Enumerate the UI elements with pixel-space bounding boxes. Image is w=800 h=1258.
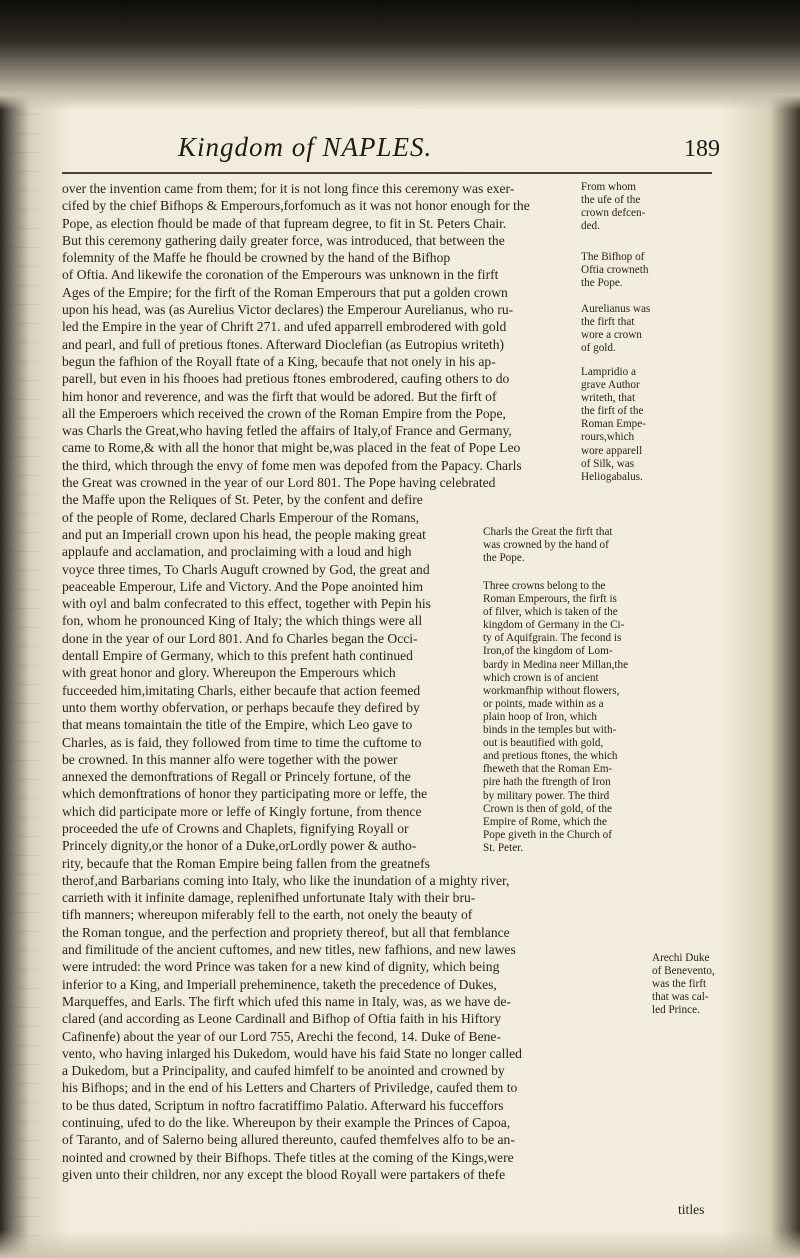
- side-note-line: Aurelianus was: [581, 303, 651, 315]
- side-note-line: wore a crown: [581, 329, 642, 342]
- text-line: of Oftia. And likewife the coronation of the Emperours was unknown in the firft: [62, 267, 499, 283]
- text-line: that means tomaintain the title of the Empire, which Leo gave to: [62, 717, 413, 733]
- side-note-three-crowns: [483, 580, 723, 855]
- text-line: dentall Empire of Germany, which to this prefent hath continued: [62, 648, 413, 664]
- text-line: and fimilitude of the ancient cuftomes, and new titles, new fafhions, and new lawes: [62, 942, 516, 958]
- text-line: Charles, as is faid, they followed from time to time the cuftome to: [62, 734, 422, 750]
- side-note-line: Roman Emperours, the firft is: [483, 593, 617, 606]
- text-line: therof,and Barbarians coming into Italy, who like the inundation of a mighty river,: [62, 872, 510, 888]
- page-number: 189: [684, 136, 720, 162]
- side-note-charls-crowned: [483, 526, 723, 565]
- text-line: was Charls the Great,who having fetled the affairs of Italy,of France and Germany,: [62, 423, 512, 439]
- side-note-line: crown defcen-: [581, 207, 646, 220]
- side-note-line: Charls the Great the firft that: [483, 526, 613, 538]
- text-line: of the people of Rome, declared Charls Emperour of the Romans,: [62, 509, 420, 525]
- side-note-line: The Bifhop of: [581, 251, 645, 263]
- text-line: inferior to a King, and Imperiall preheminence, taketh the precedence of Dukes,: [62, 976, 497, 992]
- text-line: folemnity of the Maffe he fhould be crowned by the hand of the Bifhop: [62, 250, 451, 266]
- side-note-line: of Benevento,: [652, 965, 715, 978]
- side-note-line: of filver, which is taken of the: [483, 606, 618, 619]
- side-note-aurelianus: [581, 303, 721, 355]
- side-note-line: Roman Empe-: [581, 418, 646, 431]
- text-line: peaceable Emperour, Life and Victory. And the Pope anointed him: [62, 578, 424, 594]
- text-line: the Great was crowned in the year of our Lord 801. The Pope having celebrated: [62, 475, 496, 491]
- side-note-line: Crown is then of gold, of the: [483, 802, 612, 815]
- side-note-line: ded.: [581, 220, 600, 233]
- side-note-line: wore apparell: [581, 444, 643, 457]
- side-note-line: grave Author: [581, 379, 640, 392]
- side-note-line: Heliogabalus.: [581, 470, 643, 483]
- side-note-line: pire hath the ftrength of Iron: [483, 776, 611, 789]
- side-note-line: writeth, that: [581, 392, 636, 405]
- text-line: proceeded the ufe of Crowns and Chaplets, fignifying Royall or: [62, 820, 409, 836]
- side-note-line: Iron,of the kingdom of Lom-: [483, 645, 613, 658]
- text-line: all the Emperoers which received the crown of the Roman Empire from the Pope,: [62, 405, 506, 421]
- side-note-line: the ufe of the: [581, 194, 641, 207]
- running-title: Kingdom of NAPLES.: [178, 132, 433, 162]
- text-line: Marqueffes, and Earls. The firft which ufed this name in Italy, was, as we have de-: [62, 993, 511, 1009]
- side-note-line: by military power. The third: [483, 789, 610, 802]
- scan-top-shadow: [0, 0, 800, 110]
- text-line: of Taranto, and of Salerno being allured thereunto, caufed themfelves alfo to be an-: [62, 1132, 515, 1148]
- side-note-line: St. Peter.: [483, 841, 524, 854]
- side-note-line: Three crowns belong to the: [483, 580, 606, 592]
- text-line: which did participate more or leffe of Kingly fortune, from thence: [62, 803, 422, 819]
- text-line: to be thus dated, Scriptum in noftro facratiffimo Palatio. Afterward his fucceffors: [62, 1097, 504, 1113]
- text-line: given unto their children, nor any except the blood Royall were partakers of thefe: [62, 1166, 506, 1182]
- side-note-line: plain hoop of Iron, which: [483, 710, 598, 723]
- side-note-line: and pretious ftones, the which: [483, 750, 618, 763]
- side-note-line: that was cal-: [652, 991, 709, 1004]
- text-line: led the Empire in the year of Chrift 271. and ufed apparrell embrodered with gold: [62, 319, 507, 335]
- text-line: clared (and according as Leone Cardinall and Bifhop of Oftia faith in his Hiftory: [62, 1011, 502, 1027]
- text-line: which demonftrations of honor they participating more or leffe, the: [62, 786, 428, 802]
- text-line: carrieth with it infinite damage, replenifhed unfortunate Italy with their bru-: [62, 890, 476, 906]
- text-line: done in the year of our Lord 801. And fo Charles began the Occi-: [62, 630, 418, 646]
- side-note-line: Empire of Rome, which the: [483, 815, 607, 828]
- text-line: rity, becaufe that the Roman Empire being fallen from the greatnefs: [62, 855, 430, 871]
- side-note-line: From whom: [581, 181, 637, 193]
- text-line: applaufe and acclamation, and proclaiming with a loud and high: [62, 544, 412, 560]
- text-line: cifed by the chief Bifhops & Emperours,forfomuch as it was not honor enough for the: [62, 198, 530, 214]
- side-note-line: of gold.: [581, 342, 616, 355]
- side-note-line: the firft of the: [581, 405, 644, 418]
- scan-bottom-shadow: [0, 1230, 800, 1258]
- text-line: were intruded: the word Prince was taken for a new kind of dignity, which being: [62, 959, 500, 975]
- text-line: annexed the demonftrations of Regall or Princely fortune, of the: [62, 769, 411, 785]
- side-note-line: rours,which: [581, 431, 635, 444]
- side-note-line: led Prince.: [652, 1004, 700, 1017]
- side-note-line: Oftia crowneth: [581, 264, 649, 277]
- main-text-block-3: [62, 872, 722, 1183]
- side-note-line: fheweth that the Roman Em-: [483, 763, 613, 776]
- text-line: him honor and reverence, and was the firft that would be adored. But the firft of: [62, 388, 497, 404]
- text-line: vento, who having inlarged his Dukedom, would have his faid State no longer called: [62, 1045, 522, 1061]
- side-note-lampridio: [581, 366, 721, 484]
- text-line: unto them worthy obfervation, or perhaps becaufe they defired by: [62, 699, 420, 715]
- side-note-line: ty of Aquifgrain. The fecond is: [483, 632, 622, 645]
- side-note-line: kingdom of Germany in the Ci-: [483, 619, 625, 632]
- text-line: voyce three times, To Charls Auguft crowned by God, the great and: [62, 561, 430, 577]
- side-note-line: was the firft: [652, 978, 707, 991]
- side-note-line: or points, made within as a: [483, 697, 604, 710]
- text-line: nointed and crowned by their Bifhops. Thefe titles at the coming of the Kings,were: [62, 1149, 514, 1165]
- side-note-arechi: [652, 952, 732, 1017]
- text-line: upon his head, was (as Aurelius Victor declares) the Emperour Aurelianus, who ru-: [62, 302, 514, 318]
- text-line: with great honor and glory. Whereupon the Emperours which: [62, 665, 396, 681]
- side-note-line: of Silk, was: [581, 457, 635, 470]
- text-line: fon, whom he pronounced King of Italy; the which things were all: [62, 613, 423, 629]
- side-note-line: was crowned by the hand of: [483, 539, 609, 552]
- text-line: begun the fafhion of the Royall ftate of a King, becaufe that not onely in his ap-: [62, 353, 496, 369]
- side-note-line: the Pope.: [483, 552, 525, 565]
- text-line: tifh manners; whereupon miferably fell to the earth, not onely the beauty of: [62, 907, 473, 923]
- text-line: a Dukedom, but a Principality, and caufed himfelf to be anointed and crowned by: [62, 1063, 505, 1079]
- side-note-line: out is beautified with gold,: [483, 737, 604, 750]
- text-line: and put an Imperiall crown upon his head, the people making great: [62, 526, 426, 542]
- text-line: continuing, ufed to do the like. Whereupon by their example the Princes of Capoa,: [62, 1115, 511, 1131]
- page-header: [60, 128, 720, 168]
- text-line: the Roman tongue, and the perfection and propriety thereof, but all that femblance: [62, 924, 510, 940]
- side-note-bishop-ostia: [581, 251, 721, 290]
- side-note-line: bardy in Medina neer Millan,the: [483, 658, 629, 671]
- page-gutter: [0, 0, 40, 1258]
- text-line: be crowned. In this manner alfo were together with the power: [62, 751, 398, 767]
- text-line: Pope, as election fhould be made of that fupream degree, to fit in St. Peters Chair.: [62, 215, 507, 231]
- text-line: his Bifhops; and in the end of his Letters and Charters of Priviledge, caufed them to: [62, 1080, 518, 1096]
- side-note-line: Arechi Duke: [652, 952, 710, 964]
- text-line: Ages of the Empire; for the firft of the Roman Emperours that put a golden crown: [62, 284, 508, 300]
- text-line: the third, which through the envy of fome men was depofed from the Papacy. Charls: [62, 457, 522, 473]
- side-note-line: Pope giveth in the Church of: [483, 828, 612, 841]
- text-line: Cafinenfe) about the year of our Lord 755, Arechi the fecond, 14. Duke of Bene-: [62, 1028, 501, 1044]
- catchword: titles: [678, 1202, 705, 1217]
- text-line: But this ceremony gathering daily greater force, was introduced, that between the: [62, 232, 505, 248]
- side-note-line: binds in the temples but with-: [483, 724, 617, 737]
- text-line: and pearl, and full of pretious ftones. Afterward Dioclefian (as Eutropius writeth): [62, 336, 505, 352]
- side-note-crown-origin: [581, 181, 721, 233]
- text-line: fucceeded him,imitating Charls, either becaufe that action feemed: [62, 682, 421, 698]
- header-rule: [62, 172, 712, 174]
- text-line: parell, but even in his fhooes had pretious ftones embrodered, caufing others to do: [62, 371, 510, 387]
- side-note-line: workmanfhip without flowers,: [483, 684, 620, 697]
- side-note-line: Lampridio a: [581, 366, 636, 378]
- text-line: with oyl and balm confecrated to this effect, together with Pepin his: [62, 596, 431, 612]
- text-line: Princely dignity,or the honor of a Duke,orLordly power & autho-: [62, 838, 417, 854]
- side-note-line: the firft that: [581, 316, 635, 329]
- text-line: came to Rome,& with all the honor that might be,was placed in the feat of Pope Leo: [62, 440, 521, 456]
- side-note-line: the Pope.: [581, 277, 623, 290]
- side-note-line: which crown is of ancient: [483, 671, 599, 684]
- text-line: the Maffe upon the Reliques of St. Peter, by the confent and defire: [62, 492, 423, 508]
- text-line: over the invention came from them; for it is not long fince this ceremony was exer-: [62, 181, 515, 196]
